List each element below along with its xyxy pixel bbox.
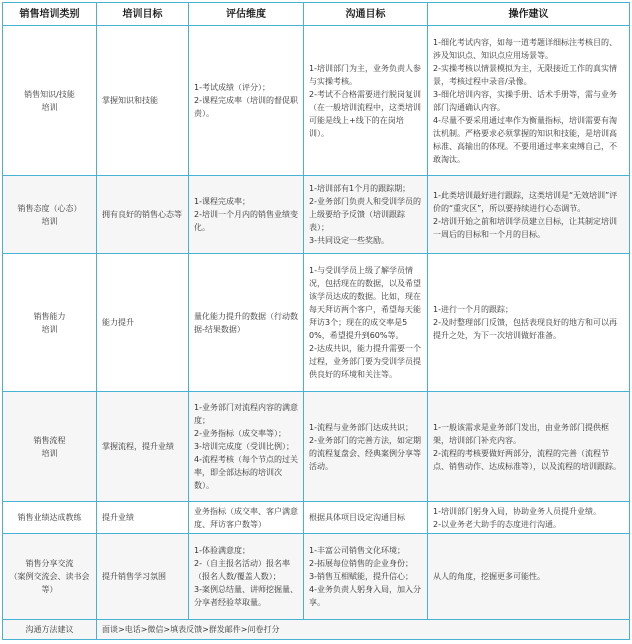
row-category	[3, 502, 97, 534]
row-goal	[97, 26, 189, 176]
cell-line: 1-考试成绩（评分）；	[194, 83, 270, 92]
cell-line: 培训	[41, 102, 58, 112]
cell-line: （案例交流会、读书会等）	[9, 572, 90, 594]
cell-line: 1-培训部门为主，业务负责人参与实操考核。	[309, 63, 421, 86]
table-row	[3, 176, 630, 254]
cell-line: 掌握流程，提升业绩	[102, 442, 174, 451]
footer-value: 面谈>电话>微信>填表反馈>群发邮件>问卷打分	[97, 620, 630, 640]
row-suggestion	[428, 176, 630, 254]
cell-line: 3-案例总结量、讲师挖掘量、分享者经验萃取量。	[194, 585, 298, 607]
footer-row	[3, 620, 630, 640]
cell-line: 2-培训一个月内的销售业绩变化。	[194, 210, 298, 232]
cell-line: 销售态度（心态）	[17, 203, 82, 213]
row-category	[3, 392, 97, 502]
cell-line: 4-业务负责人躬身入局，加入分享。	[309, 585, 421, 607]
cell-line: 从人的角度，挖掘更多可能性。	[433, 572, 545, 581]
cell-line: 根据具体项目设定沟通目标	[309, 513, 405, 522]
cell-line: 培训	[41, 324, 58, 334]
row-communication	[304, 502, 428, 534]
cell-line: 销售知识/技能	[24, 89, 75, 99]
table-row	[3, 26, 630, 176]
row-category	[3, 254, 97, 392]
row-evaluation	[189, 176, 304, 254]
table-row	[3, 534, 630, 620]
cell-line: 4-流程考核（每个节点的过关率，即全部达标的培训次数）。	[194, 455, 298, 490]
cell-line: 3-培训完成度（受训比例）；	[194, 442, 294, 451]
row-goal	[97, 534, 189, 620]
cell-line: 1-丰富公司销售文化环境；	[309, 546, 405, 555]
cell-line: 2-考试不合格需要进行脱岗复训（在一般培训流程中，这类培训可能是线上+线下的在岗培训）。	[309, 89, 421, 138]
cell-line: 3-共同设定一些奖励。	[309, 236, 389, 245]
cell-line: 1-业务部门对流程内容的满意度；	[194, 403, 298, 425]
cell-line: 2-实操考核以情景模拟为主，无限接近工作的真实情景，考核过程中录音/录像。	[433, 63, 617, 86]
row-communication	[304, 176, 428, 254]
table-row	[3, 502, 630, 534]
cell-line: 1-课程完成率；	[194, 197, 250, 206]
cell-line: 1-与受训学员上级了解学员情况，包括现在的数据，以及希望该学员达成的数据。比如，现在每天拜访两个客户，希望每天能拜访3个；现在的成交率是50%，希望提升到60%等。	[309, 266, 421, 340]
training-table-wrapper	[2, 2, 629, 641]
cell-line: 培训	[41, 216, 58, 226]
row-suggestion	[428, 26, 630, 176]
cell-line: 4-尽量不要采用通过率作为衡量指标，培训需要有淘汰机制。严格要求必须掌握的知识和技能，是培训高标准、高输出的体现。不要用通过率来束缚自己，不敢淘汰。	[433, 115, 617, 164]
table-body	[3, 26, 630, 620]
cell-line: 1-培训部门躬身入局，协助业务人员提升业绩。	[433, 506, 601, 516]
cell-line: 提升业绩	[102, 513, 134, 522]
cell-line: 1-一般该需求是业务部门发出，由业务部门提供框架，培训部门补充内容。	[433, 422, 609, 445]
cell-line: 提升销售学习氛围	[102, 572, 166, 581]
footer-label: 沟通方法建议	[3, 620, 97, 640]
header-evaluation: 评估维度	[189, 3, 304, 26]
row-evaluation	[189, 392, 304, 502]
row-evaluation	[189, 254, 304, 392]
cell-line: 能力提升	[102, 318, 134, 327]
table-row	[3, 392, 630, 502]
row-goal	[97, 392, 189, 502]
cell-line: 3-销售互相赋能，提升信心；	[309, 572, 413, 581]
cell-line: 销售能力	[33, 311, 66, 321]
cell-line: 2-培训开始之前和培训学员建立目标，让其制定培训一周后的目标和一个月的目标。	[433, 216, 617, 239]
header-communication: 沟通目标	[304, 3, 428, 26]
cell-line: 1-此类培训最好进行跟踪，这类培训是“无效培训”评价的“重灾区”，所以要持续进行心态调节。	[433, 190, 618, 213]
cell-line: 2-拓展每位销售的企业身份；	[309, 559, 413, 568]
cell-line: 2-流程的考核要做好两部分，流程的完善（流程节点、销售动作、达成标准等），以及流程的培训跟踪。	[433, 448, 621, 471]
cell-line: 2-以业务老大助手的态度进行沟通。	[433, 519, 561, 529]
table-row	[3, 254, 630, 392]
row-evaluation	[189, 534, 304, 620]
cell-line: 掌握知识和技能	[102, 96, 158, 105]
cell-line: 2-（自主报名活动）报名率（报名人数/覆盖人数）；	[194, 559, 290, 581]
sales-training-table	[2, 2, 630, 640]
row-communication	[304, 392, 428, 502]
cell-line: 培训	[41, 448, 58, 458]
cell-line: 量化能力提升的数据（行动数据-结果数据）	[194, 311, 298, 334]
cell-line: 2-课程完成率（培训的督促职责）。	[194, 96, 298, 118]
cell-line: 3-细化培训内容，实操手册、话术手册等，需与业务部门沟通确认内容。	[433, 89, 617, 112]
cell-line: 2-业务指标（成交率等）；	[194, 429, 286, 438]
cell-line: 1-进行一个月的跟踪；	[433, 305, 513, 314]
cell-line: 2-达成共识，能力提升需要一个过程，业务部门要为受训学员提供良好的环境和关注等。	[309, 344, 421, 379]
cell-line: 销售业绩达成教练	[17, 513, 82, 522]
row-goal	[97, 254, 189, 392]
cell-line: 1-体验满意度；	[194, 546, 250, 555]
row-suggestion	[428, 534, 630, 620]
row-suggestion	[428, 392, 630, 502]
row-suggestion	[428, 502, 630, 534]
row-category	[3, 534, 97, 620]
row-communication	[304, 26, 428, 176]
row-suggestion	[428, 254, 630, 392]
cell-line: 1-细化考试内容，如每一道考题详细标注考核目的、涉及知识点、知识点应用场景等。	[433, 37, 617, 60]
cell-line: 销售分享交流	[25, 559, 74, 568]
row-communication	[304, 254, 428, 392]
row-communication	[304, 534, 428, 620]
row-goal	[97, 176, 189, 254]
cell-line: 2-业务部门负责人和受训学员的上级要给予反馈（培训跟踪表）；	[309, 197, 421, 232]
table-header-row	[3, 3, 630, 26]
cell-line: 销售流程	[33, 435, 66, 445]
cell-line: 2-业务部门的完善方法，如定期的流程复盘会、经典案例分享等活动。	[309, 435, 421, 471]
cell-line: 拥有良好的销售心态等	[102, 210, 182, 219]
row-evaluation	[189, 26, 304, 176]
header-goal: 培训目标	[97, 3, 189, 26]
row-goal	[97, 502, 189, 534]
row-evaluation	[189, 502, 304, 534]
cell-line: 2-及时整理部门反馈，包括表现良好的地方和可以再提升之处，为下一次培训做好准备。	[433, 318, 617, 340]
cell-line: 1-培训部有1个月的跟踪期；	[309, 184, 411, 193]
cell-line: 1-流程与业务部门达成共识；	[309, 422, 413, 432]
row-category	[3, 176, 97, 254]
cell-line: 业务指标（成交率、客户满意度、拜访客户数等）	[194, 506, 298, 529]
row-category	[3, 26, 97, 176]
header-suggestion: 操作建议	[428, 3, 630, 26]
header-category: 销售培训类别	[3, 3, 97, 26]
